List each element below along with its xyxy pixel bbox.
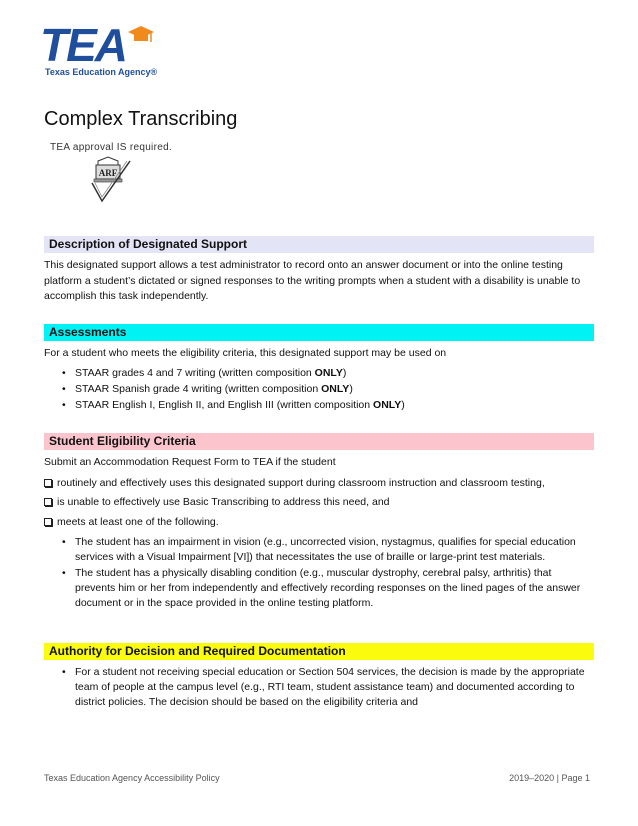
logo-subtitle: Texas Education Agency®: [45, 67, 158, 77]
assessments-list: [60, 366, 594, 414]
list-item: • The student has a physically disabling condition (e.g., muscular dystrophy, cerebral palsy, arthritis) that prevents him or her from independently and effectively recording responses on the lined pages of the answer document or in the space provided in the online testing platform.: [60, 566, 594, 611]
section-heading-description: Description of Designated Support: [44, 236, 594, 253]
criteria-check-2: is unable to effectively use Basic Transcribing to address this need, and: [44, 495, 596, 510]
ark-label: ARF: [98, 168, 118, 178]
list-item: • The student has an impairment in vision (e.g., uncorrected vision, nystagmus, qualifies for special education services with a Visual Impairment [VI]) that necessitates the use of braille or large-print test materials.: [60, 535, 594, 565]
section-heading-assessments: Assessments: [44, 324, 594, 341]
checkbox-icon: [44, 479, 52, 487]
authority-list: [60, 665, 594, 711]
description-body: This designated support allows a test administrator to record onto an answer document or into the online testing platform a student’s dictated or signed responses to the writing prompts when a student with a disability is unable to accomplish this task independently.: [44, 259, 581, 302]
list-item: • STAAR Spanish grade 4 writing (written composition ONLY): [60, 382, 594, 397]
list-item: • STAAR English I, English II, and English III (written composition ONLY): [60, 398, 594, 413]
criteria-check-3: meets at least one of the following.: [44, 515, 596, 530]
list-item: • For a student not receiving special education or Section 504 services, the decision is made by the appropriate team of people at the campus level (e.g., RTI team, student assistance team) and documented according to district policies. The decision should be based on the eligibility criteria and: [60, 665, 594, 710]
approval-checkmark-icon: [86, 155, 136, 205]
approval-note: TEA approval IS required.: [50, 142, 173, 153]
eligibility-list: [60, 535, 594, 612]
checkbox-icon: [44, 518, 52, 526]
list-item: • STAAR grades 4 and 7 writing (written composition ONLY): [60, 366, 594, 381]
logo-letters: TEA: [40, 19, 126, 71]
criteria-check-1: routinely and effectively uses this designated support during classroom instruction and classroom testing,: [44, 476, 596, 491]
tea-logo: [40, 19, 158, 80]
page-title: Complex Transcribing: [44, 108, 238, 130]
eligibility-intro: Submit an Accommodation Request Form to TEA if the student: [44, 456, 336, 468]
graduation-cap-icon: [128, 24, 154, 48]
footer-policy-name: Texas Education Agency Accessibility Policy: [44, 773, 220, 783]
section-heading-authority: Authority for Decision and Required Documentation: [44, 643, 594, 660]
checkbox-icon: [44, 498, 52, 506]
footer-page-number: 2019–2020 | Page 1: [509, 773, 590, 783]
section-heading-eligibility: Student Eligibility Criteria: [44, 433, 594, 450]
assessments-intro: For a student who meets the eligibility criteria, this designated support may be used on: [44, 347, 447, 359]
